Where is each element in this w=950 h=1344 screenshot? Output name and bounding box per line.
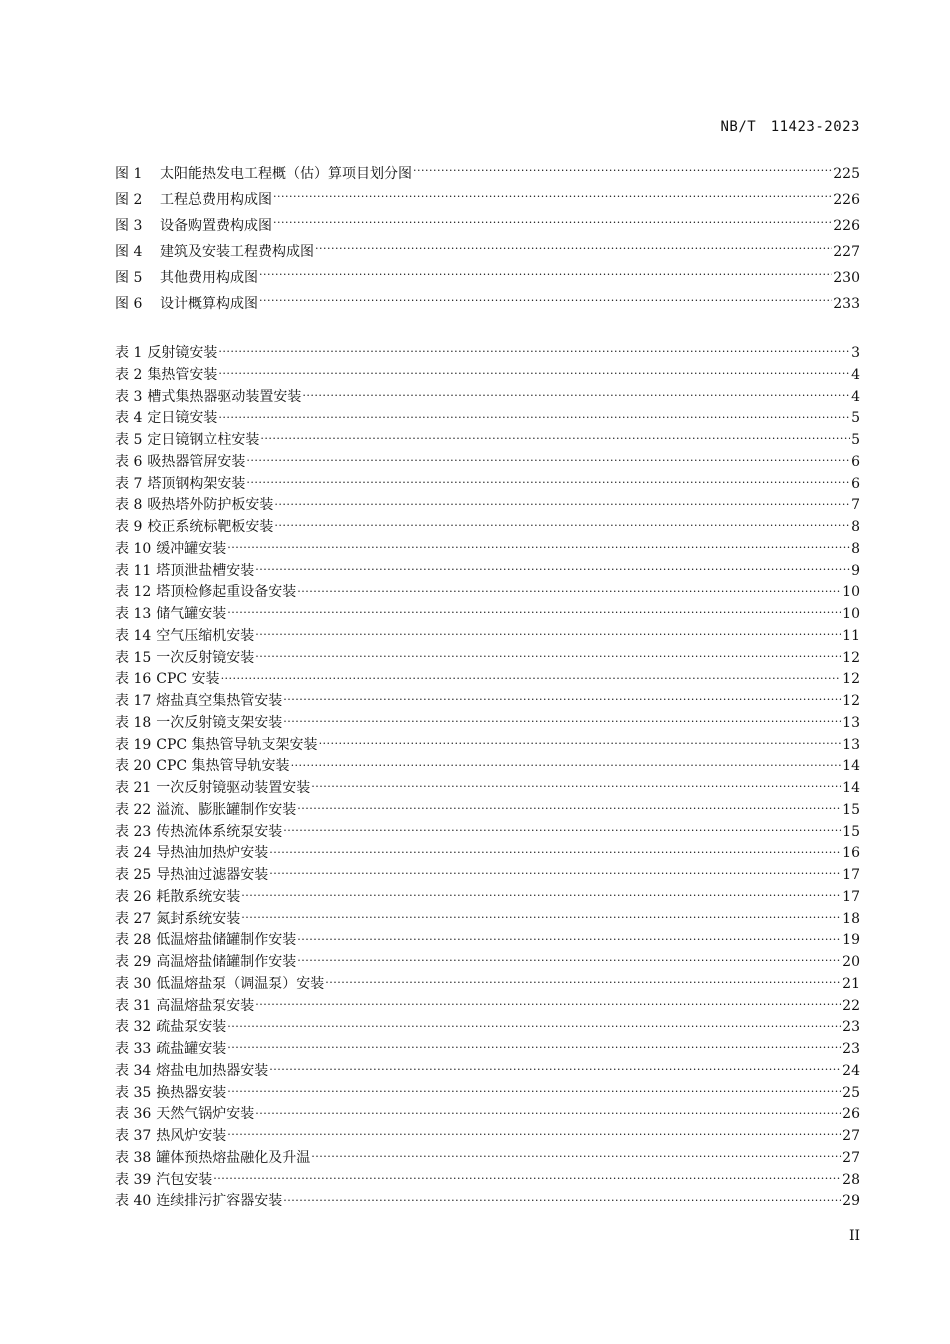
table-page: 16: [842, 845, 860, 862]
table-number: 表 18: [115, 714, 152, 731]
table-number: 表 38: [115, 1149, 152, 1166]
table-page: 8: [851, 540, 860, 557]
table-number: 表 36: [115, 1106, 152, 1123]
dot-leader: [283, 822, 841, 836]
table-entry[interactable]: [115, 430, 860, 452]
table-page: 6: [851, 475, 860, 492]
table-title: 一次反射镜驱动装置安装: [156, 780, 311, 796]
table-number: 表 28: [115, 932, 152, 949]
dot-leader: [269, 843, 841, 857]
table-title: 罐体预热熔盐融化及升温: [156, 1149, 311, 1166]
table-title: 导热油加热炉安装: [156, 845, 269, 862]
figure-number: 图 4: [115, 244, 143, 260]
table-page: 4: [851, 366, 860, 383]
table-title: 集热管安装: [147, 366, 218, 383]
figure-page: 226: [833, 192, 860, 208]
table-page: 10: [842, 606, 860, 622]
table-entry[interactable]: [115, 909, 860, 931]
table-number: 表 34: [115, 1062, 152, 1079]
table-page: 11: [842, 627, 860, 644]
table-title: 塔顶钢构架安装: [147, 475, 246, 492]
table-number: 表 12: [115, 584, 152, 601]
table-list: [115, 343, 860, 1213]
dot-leader: [274, 495, 850, 509]
table-page: 6: [851, 453, 860, 470]
table-title: CPC 安装: [156, 671, 220, 688]
table-entry[interactable]: [115, 1170, 860, 1192]
table-number: 表 24: [115, 845, 152, 862]
table-number: 表 3: [115, 388, 143, 405]
table-page: 5: [851, 432, 860, 448]
figure-number: 图 2: [115, 192, 143, 208]
table-title: 缓冲罐安装: [156, 540, 227, 557]
table-entry[interactable]: [115, 1017, 860, 1039]
dot-leader: [274, 517, 850, 531]
table-title: 低温熔盐储罐制作安装: [156, 932, 297, 949]
dot-leader: [255, 648, 841, 662]
dot-leader: [319, 735, 842, 749]
table-title: 储气罐安装: [156, 606, 227, 622]
table-number: 表 8: [115, 497, 143, 514]
dot-leader: [311, 778, 841, 792]
table-title: 导热油过滤器安装: [156, 867, 269, 883]
dot-leader: [283, 691, 841, 705]
figure-entry[interactable]: [115, 265, 860, 291]
table-page: 20: [842, 954, 860, 970]
dot-leader: [255, 996, 841, 1010]
table-number: 表 37: [115, 1128, 152, 1144]
figure-entry[interactable]: [115, 291, 860, 317]
figure-title: 太阳能热发电工程概（估）算项目划分图: [160, 166, 412, 182]
table-number: 表 10: [115, 540, 152, 557]
table-page: 27: [842, 1149, 860, 1166]
table-number: 表 29: [115, 954, 152, 970]
table-entry[interactable]: [115, 539, 860, 561]
figure-title: 其他费用构成图: [160, 270, 258, 286]
dot-leader: [241, 887, 841, 901]
table-number: 表 6: [115, 453, 143, 470]
dot-leader: [227, 539, 850, 553]
figure-entry[interactable]: [115, 187, 860, 213]
dot-leader: [255, 561, 850, 575]
table-entry[interactable]: [115, 626, 860, 648]
table-number: 表 21: [115, 780, 152, 796]
table-page: 24: [842, 1062, 860, 1079]
table-title: 熔盐真空集热管安装: [156, 693, 283, 709]
dot-leader: [218, 408, 850, 422]
table-page: 17: [842, 867, 860, 883]
dot-leader: [297, 582, 841, 596]
table-title: 传热流体系统泵安装: [156, 823, 283, 840]
figure-title: 设计概算构成图: [160, 296, 258, 312]
table-number: 表 19: [115, 736, 152, 753]
table-entry[interactable]: [115, 343, 860, 365]
dot-leader: [291, 756, 842, 770]
table-page: 27: [842, 1128, 860, 1144]
figure-entry[interactable]: [115, 213, 860, 239]
table-title: 汽包安装: [156, 1171, 213, 1188]
table-entry[interactable]: [115, 887, 860, 909]
table-number: 表 17: [115, 693, 152, 709]
table-entry[interactable]: [115, 952, 860, 974]
table-entry[interactable]: [115, 495, 860, 517]
table-page: 7: [851, 497, 860, 514]
table-page: 13: [842, 714, 860, 731]
table-number: 表 40: [115, 1193, 152, 1210]
dot-leader: [297, 930, 841, 944]
dot-leader: [269, 865, 841, 879]
page-number: II: [848, 1228, 860, 1244]
table-number: 表 7: [115, 475, 143, 492]
table-entry[interactable]: [115, 756, 860, 778]
dot-leader: [246, 474, 850, 488]
table-entry[interactable]: [115, 996, 860, 1018]
figure-number: 图 6: [115, 296, 143, 312]
table-entry[interactable]: [115, 408, 860, 430]
table-title: 耗散系统安装: [156, 888, 241, 905]
dot-leader: [241, 909, 841, 923]
table-number: 表 2: [115, 366, 143, 383]
document-code: NB/T 11423-2023: [720, 119, 860, 135]
dot-leader: [221, 669, 842, 683]
table-number: 表 16: [115, 671, 152, 688]
dot-leader: [227, 1039, 841, 1053]
table-title: 换热器安装: [156, 1084, 227, 1101]
table-number: 表 22: [115, 801, 152, 818]
table-page: 25: [842, 1084, 860, 1101]
table-page: 4: [851, 388, 860, 405]
table-entry[interactable]: [115, 387, 860, 409]
dot-leader: [297, 800, 841, 814]
table-entry[interactable]: [115, 822, 860, 844]
table-page: 15: [842, 801, 860, 818]
table-page: 12: [842, 649, 860, 666]
table-page: 22: [842, 997, 860, 1014]
table-title: 一次反射镜安装: [156, 649, 255, 666]
table-entry[interactable]: [115, 1061, 860, 1083]
table-entry[interactable]: [115, 713, 860, 735]
table-entry[interactable]: [115, 365, 860, 387]
dot-leader: [413, 164, 832, 178]
table-title: 塔顶检修起重设备安装: [156, 584, 297, 601]
table-entry[interactable]: [115, 1083, 860, 1105]
table-number: 表 33: [115, 1041, 152, 1057]
table-entry[interactable]: [115, 735, 860, 757]
table-entry[interactable]: [115, 800, 860, 822]
table-title: 低温熔盐泵（调温泵）安装: [156, 975, 325, 992]
table-entry[interactable]: [115, 1039, 860, 1061]
table-page: 26: [842, 1106, 860, 1123]
figure-number: 图 1: [115, 166, 143, 182]
table-entry[interactable]: [115, 843, 860, 865]
table-title: 疏盐罐安装: [156, 1041, 227, 1057]
table-title: 吸热塔外防护板安装: [147, 497, 274, 514]
table-title: 高温熔盐储罐制作安装: [156, 954, 297, 970]
figure-entry[interactable]: [115, 161, 860, 187]
table-title: 定日镜钢立柱安装: [147, 432, 260, 448]
table-page: 29: [842, 1193, 860, 1210]
dot-leader: [283, 1191, 841, 1205]
dot-leader: [255, 626, 841, 640]
table-title: 空气压缩机安装: [156, 627, 255, 644]
figure-entry[interactable]: [115, 239, 860, 265]
dot-leader: [302, 387, 850, 401]
table-entry[interactable]: [115, 1191, 860, 1213]
table-page: 14: [842, 758, 860, 775]
dot-leader: [213, 1170, 841, 1184]
table-title: 天然气锅炉安装: [156, 1106, 255, 1123]
table-entry[interactable]: [115, 669, 860, 691]
table-page: 10: [842, 584, 860, 601]
table-page: 23: [842, 1019, 860, 1036]
dot-leader: [246, 452, 850, 466]
table-entry[interactable]: [115, 930, 860, 952]
table-page: 19: [842, 932, 860, 949]
table-page: 5: [851, 410, 860, 427]
table-number: 表 11: [115, 562, 152, 579]
table-title: 一次反射镜支架安装: [156, 714, 283, 731]
table-entry[interactable]: [115, 691, 860, 713]
table-number: 表 9: [115, 519, 143, 535]
table-number: 表 1: [115, 345, 143, 361]
table-number: 表 4: [115, 410, 143, 427]
dot-leader: [227, 1017, 841, 1031]
table-number: 表 35: [115, 1084, 152, 1101]
table-title: 定日镜安装: [147, 410, 218, 427]
dot-leader: [273, 190, 832, 204]
dot-leader: [273, 216, 832, 230]
figure-number: 图 3: [115, 218, 143, 234]
dot-leader: [325, 974, 841, 988]
dot-leader: [227, 1083, 841, 1097]
table-page: 17: [842, 888, 860, 905]
table-title: 校正系统标靶板安装: [147, 519, 274, 535]
table-number: 表 14: [115, 627, 152, 644]
table-entry[interactable]: [115, 1104, 860, 1126]
table-page: 18: [842, 910, 860, 927]
table-number: 表 26: [115, 888, 152, 905]
table-title: 熔盐电加热器安装: [156, 1062, 269, 1079]
table-number: 表 27: [115, 910, 152, 927]
table-number: 表 31: [115, 997, 152, 1014]
table-number: 表 32: [115, 1019, 152, 1036]
table-number: 表 39: [115, 1171, 152, 1188]
figure-title: 工程总费用构成图: [160, 192, 272, 208]
table-page: 9: [851, 562, 860, 579]
table-entry[interactable]: [115, 561, 860, 583]
table-page: 3: [851, 345, 860, 361]
table-page: 13: [842, 736, 860, 753]
table-number: 表 13: [115, 606, 152, 622]
table-page: 21: [842, 975, 860, 992]
dot-leader: [255, 1104, 841, 1118]
table-number: 表 23: [115, 823, 152, 840]
table-entry[interactable]: [115, 582, 860, 604]
table-entry[interactable]: [115, 1126, 860, 1148]
table-title: 塔顶泄盐槽安装: [156, 562, 255, 579]
figure-page: 233: [833, 296, 860, 312]
table-entry[interactable]: [115, 778, 860, 800]
table-entry[interactable]: [115, 474, 860, 496]
table-number: 表 30: [115, 975, 152, 992]
dot-leader: [260, 430, 850, 444]
table-title: 溢流、膨胀罐制作安装: [156, 801, 297, 818]
dot-leader: [227, 1126, 841, 1140]
table-entry[interactable]: [115, 1148, 860, 1170]
table-page: 28: [842, 1171, 860, 1188]
dot-leader: [259, 294, 832, 308]
figure-page: 227: [833, 244, 860, 260]
dot-leader: [218, 343, 850, 357]
figure-list: [115, 161, 860, 317]
table-entry[interactable]: [115, 865, 860, 887]
table-page: 23: [842, 1041, 860, 1057]
table-page: 8: [851, 519, 860, 535]
table-entry[interactable]: [115, 974, 860, 996]
dot-leader: [283, 713, 841, 727]
figure-page: 226: [833, 218, 860, 234]
table-entry[interactable]: [115, 517, 860, 539]
table-number: 表 20: [115, 758, 152, 775]
table-number: 表 25: [115, 867, 152, 883]
table-entry[interactable]: [115, 648, 860, 670]
table-page: 15: [842, 823, 860, 840]
table-entry[interactable]: [115, 604, 860, 626]
dot-leader: [259, 268, 832, 282]
dot-leader: [269, 1061, 841, 1075]
table-title: 氮封系统安装: [156, 910, 241, 927]
table-title: 热风炉安装: [156, 1128, 227, 1144]
table-number: 表 15: [115, 649, 152, 666]
table-title: CPC 集热管导轨安装: [156, 758, 290, 775]
dot-leader: [297, 952, 841, 966]
table-title: 吸热器管屏安装: [147, 453, 246, 470]
figure-page: 230: [833, 270, 860, 286]
figure-page: 225: [833, 166, 860, 182]
table-entry[interactable]: [115, 452, 860, 474]
dot-leader: [227, 604, 841, 618]
table-title: 高温熔盐泵安装: [156, 997, 255, 1014]
table-title: 槽式集热器驱动装置安装: [147, 388, 302, 405]
table-title: 反射镜安装: [147, 345, 218, 361]
dot-leader: [315, 242, 832, 256]
table-title: CPC 集热管导轨支架安装: [156, 736, 318, 753]
figure-title: 建筑及安装工程费构成图: [160, 244, 314, 260]
table-number: 表 5: [115, 432, 143, 448]
dot-leader: [218, 365, 850, 379]
table-page: 14: [842, 780, 860, 796]
table-page: 12: [842, 671, 860, 688]
dot-leader: [311, 1148, 841, 1162]
table-title: 疏盐泵安装: [156, 1019, 227, 1036]
figure-number: 图 5: [115, 270, 143, 286]
figure-title: 设备购置费构成图: [160, 218, 272, 234]
table-page: 12: [842, 693, 860, 709]
table-title: 连续排污扩容器安装: [156, 1193, 283, 1210]
